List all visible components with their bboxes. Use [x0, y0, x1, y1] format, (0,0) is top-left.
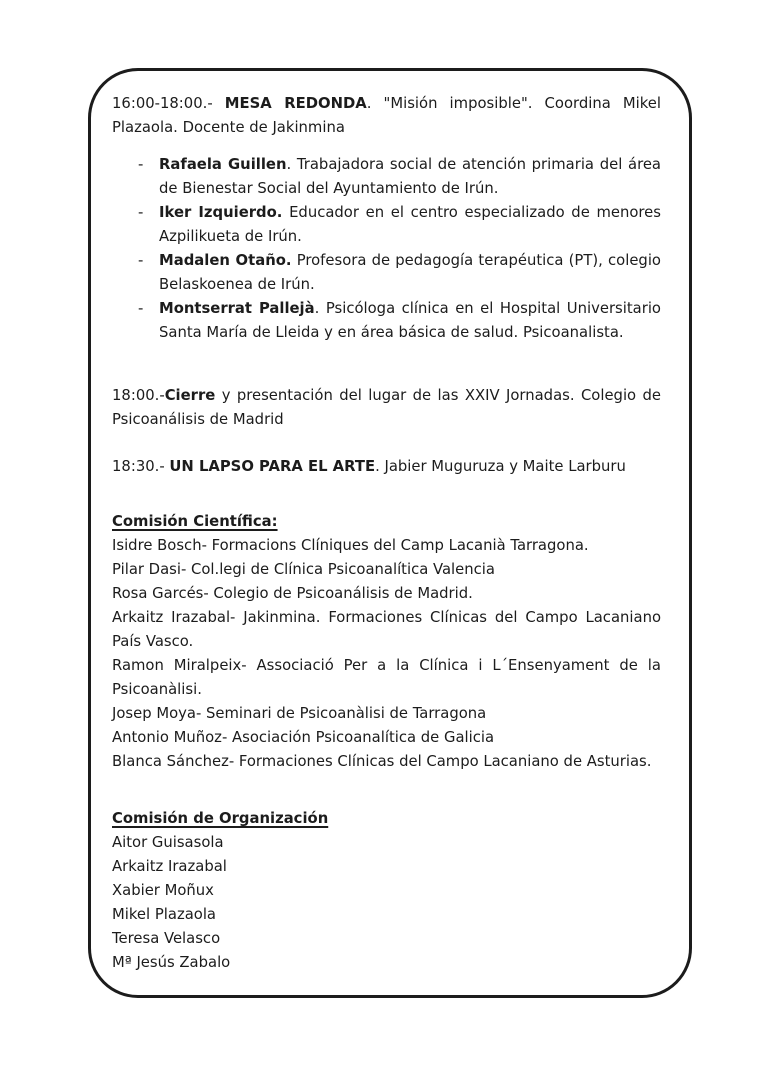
committee-member: Blanca Sánchez- Formaciones Clínicas del Campo Lacaniano de Asturias.: [112, 753, 652, 770]
heading-text: Comisión de Organización: [112, 810, 329, 827]
list-item: [112, 297, 661, 345]
list-item: [112, 201, 661, 249]
session-description: . Jabier Muguruza y Maite Larburu: [375, 458, 626, 475]
speaker-description: . Trabajadora social de atención primaria del área de Bienestar Social del Ayuntamiento de Irún.: [159, 156, 661, 197]
committee-member: Arkaitz Irazabal: [112, 858, 227, 875]
speaker-name: Rafaela Guillen: [159, 156, 287, 173]
speaker-name: Iker Izquierdo.: [159, 204, 283, 221]
committee-member: Isidre Bosch- Formacions Clíniques del Camp Lacanià Tarragona.: [112, 537, 589, 554]
speaker-description: . Psicóloga clínica en el Hospital Universitario Santa María de Lleida y en área básica de salud. Psicoanalista.: [159, 300, 661, 341]
session-mesa-redonda: [112, 92, 661, 140]
committee-member: Xabier Moñux: [112, 882, 214, 899]
committee-member: Ramon Miralpeix- Associació Per a la Clínica i L´Ensenyament de la Psicoanàlisi.: [112, 657, 661, 698]
committee-member: Pilar Dasi- Col.legi de Clínica Psicoanalítica Valencia: [112, 561, 495, 578]
session-title: MESA REDONDA: [224, 95, 367, 112]
heading-text: Comisión Científica:: [112, 513, 278, 530]
committee-member: Aitor Guisasola: [112, 834, 224, 851]
speaker-description: Educador en el centro especializado de menores Azpilikueta de Irún.: [159, 204, 661, 245]
speaker-name: Montserrat Pallejà: [159, 300, 315, 317]
session-lapso: [112, 455, 661, 479]
session-title: Cierre: [164, 387, 216, 404]
speaker-list: [112, 153, 661, 345]
committee-member: Arkaitz Irazabal- Jakinmina. Formaciones Clínicas del Campo Lacaniano País Vasco.: [112, 609, 661, 650]
session-description: . "Misión imposible". Coordina Mikel Plazaola. Docente de Jakinmina: [112, 95, 661, 136]
session-title: UN LAPSO PARA EL ARTE: [169, 458, 376, 475]
session-description: y presentación del lugar de las XXIV Jornadas. Colegio de Psicoanálisis de Madrid: [112, 387, 661, 428]
committee-member: Antonio Muñoz- Asociación Psicoanalítica de Galicia: [112, 729, 495, 746]
committee-member: Teresa Velasco: [112, 930, 221, 947]
session-time: 16:00-18:00.-: [112, 95, 225, 112]
comision-cientifica-heading: [112, 510, 661, 534]
committee-member: Rosa Garcés- Colegio de Psicoanálisis de Madrid.: [112, 585, 473, 602]
committee-member: Josep Moya- Seminari de Psicoanàlisi de Tarragona: [112, 705, 487, 722]
committee-member: Mikel Plazaola: [112, 906, 217, 923]
committee-member: Mª Jesús Zabalo: [112, 954, 231, 971]
comision-cientifica-list: [112, 534, 661, 774]
comision-organizacion-list: [112, 831, 661, 975]
session-time: 18:00.-: [112, 387, 165, 404]
list-item: [112, 153, 661, 201]
session-time: 18:30.-: [112, 458, 170, 475]
list-item: [112, 249, 661, 297]
speaker-description: Profesora de pedagogía terapéutica (PT), colegio Belaskoenea de Irún.: [159, 252, 661, 293]
speaker-name: Madalen Otaño.: [159, 252, 292, 269]
program-frame: [88, 68, 692, 998]
comision-organizacion-heading: [112, 807, 661, 831]
session-cierre: [112, 384, 661, 432]
